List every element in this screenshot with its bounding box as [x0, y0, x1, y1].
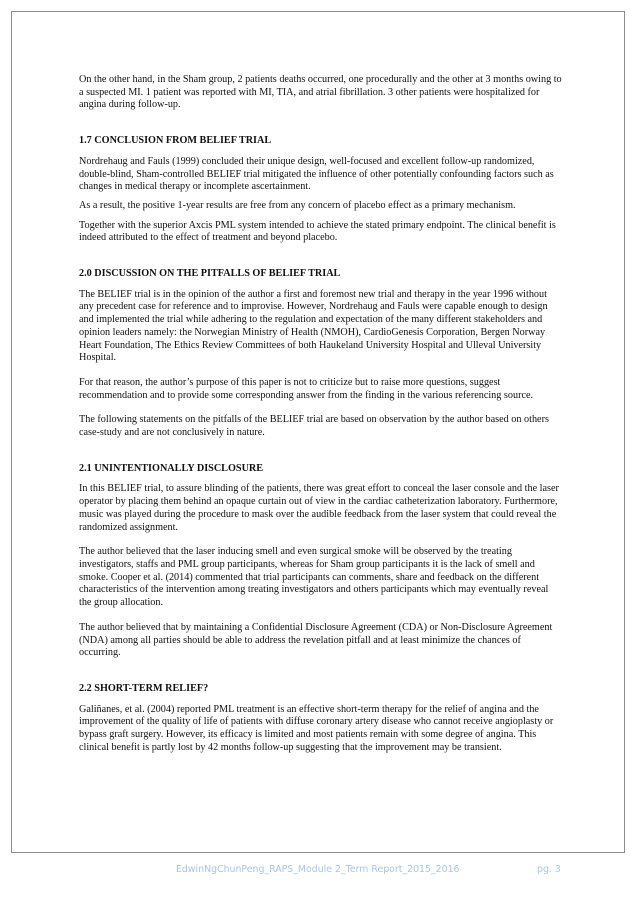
heading-2-2: 2.2 SHORT-TERM RELIEF?	[79, 682, 209, 694]
paragraph-conclusion: Nordrehaug and Fauls (1999) concluded their unique design, well-focused and excellent follow-up randomized, double-blind, Sham-controlled BELIEF trial mitigated the influence of other potentially confounding factors such as changes in medical therapy or incomplete ascertainment.	[79, 155, 554, 193]
document-body	[79, 74, 563, 761]
paragraph-blinding: In this BELIEF trial, to assure blinding of the patients, there was great effort to conceal the laser console and the laser operator by placing them behind an opaque curtain out of view in the cardiac catheterization laboratory. Furthermore, music was played during the procedure to mask over the audible feedback from the laser system that could reveal the randomized assignment.	[79, 483, 559, 533]
footer-document-name: EdwinNgChunPeng_RAPS_Module 2_Term Report_2015_2016	[176, 864, 460, 875]
footer-page-number: pg. 3	[537, 864, 561, 875]
paragraph-galinanes: Galiñanes, et al. (2004) reported PML treatment is an effective short-term therapy for the relief of angina and the improvement of the quality of life of patients with diffuse coronary artery disease who cannot receive angioplasty or bypass graft surgery. However, its efficacy is limited and most patients remain with some degree of angina. This clinical benefit is partly lost by 42 months follow-up suggesting that the improvement may be transient.	[79, 703, 554, 753]
heading-1-7: 1.7 CONCLUSION FROM BELIEF TRIAL	[79, 135, 272, 147]
paragraph-result: As a result, the positive 1-year results are free from any concern of placebo effect as a primary mechanism.	[79, 200, 516, 212]
paragraph-sham-group: On the other hand, in the Sham group, 2 patients deaths occurred, one procedurally and the other at 3 months owing to a suspected MI. 1 patient was reported with MI, TIA, and atrial fibrillation. 3 other patients were hospitalized for angina during follow-up.	[79, 74, 562, 111]
heading-2-0: 2.0 DISCUSSION ON THE PITFALLS OF BELIEF TRIAL	[79, 268, 341, 280]
paragraph-smell: The author believed that the laser inducing smell and even surgical smoke will be observed by the treating investigators, staffs and PML group participants, whereas for Sham group participants it is the lack of smell and smoke. Cooper et al. (2014) commented that trial participants can comments, share and feedback on the different characteristics of the intervention among treating investigators and others participants which may eventually reveal the group allocation.	[79, 546, 549, 609]
paragraph-cda: The author believed that by maintaining a Confidential Disclosure Agreement (CDA) or Non-Disclosure Agreement (NDA) among all parties should be able to address the revelation pitfall and at least minimize the chances of occurring.	[79, 621, 553, 659]
paragraph-belief-opinion: The BELIEF trial is in the opinion of the author a first and foremost new trial and therapy in the year 1996 without any precedent case for reference and to improvise. However, Nordrehaug and Fauls were capable enough to design and implemented the trial while adhering to the regulation and expectation of the many different stakeholders and opinion leaders namely: the Norwegian Ministry of Health (NMOH), CardioGenesis Corporation, Bergen Norway Heart Foundation, The Ethics Review Committees of both Haukeland University Hospital and Ulleval University Hospital.	[79, 288, 548, 364]
paragraph-statements: The following statements on the pitfalls of the BELIEF trial are based on observation by the author based on others case-study and are not conclusively in nature.	[79, 414, 549, 439]
page-footer	[0, 864, 638, 880]
paragraph-purpose: For that reason, the author’s purpose of this paper is not to criticize but to raise more questions, suggest recommendation and to provide some corresponding answer from the finding in the various referencing source.	[79, 376, 534, 401]
paragraph-axcis: Together with the superior Axcis PML system intended to achieve the stated primary endpoint. The clinical benefit is indeed attributed to the effect of treatment and beyond placebo.	[79, 219, 556, 244]
heading-2-1: 2.1 UNINTENTIONALLY DISCLOSURE	[79, 462, 264, 474]
